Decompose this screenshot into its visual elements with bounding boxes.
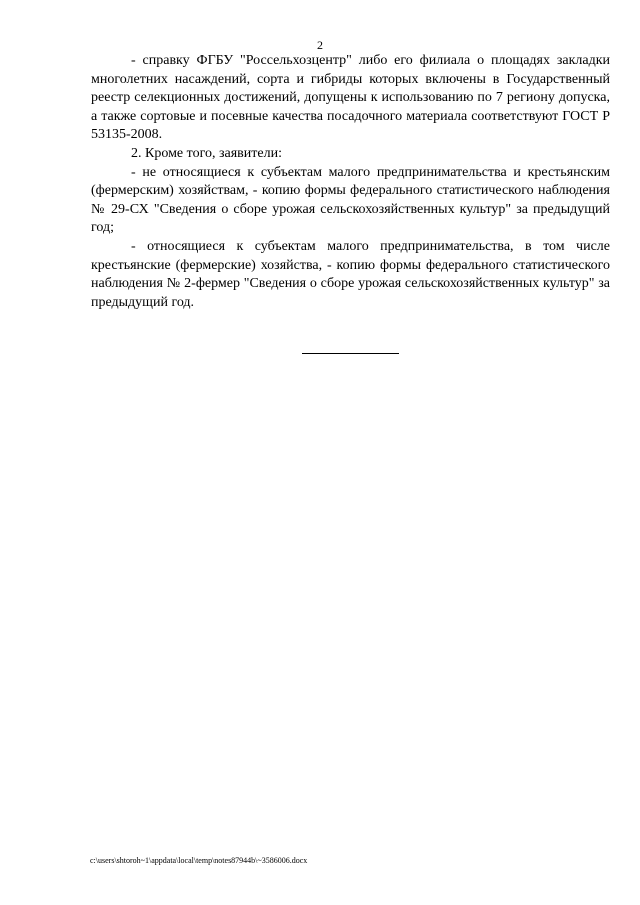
- document-body: [91, 52, 610, 312]
- paragraph-non-small-business: - не относящиеся к субъектам малого предпринимательства и крестьянским (фермерским) хозяйствам, - копию формы федерального статистического наблюдения № 29-СХ "Сведения о сборе урожая сельскохозяйственных культур" за предыдущий год;: [91, 164, 610, 236]
- end-of-text-rule: [302, 353, 399, 354]
- paragraph-certificate: - справку ФГБУ "Россельхозцентр" либо его филиала о площадях закладки многолетних насаждений, сорта и гибриды которых включены в Государственный реестр селекционных достижений, допущены к использованию по 7 региону допуска, а также сортовые и посевные качества посадочного материала соответствуют ГОСТ Р 53135-2008.: [91, 53, 610, 143]
- footer-file-path: c:\users\shtoroh~1\appdata\local\temp\notes87944b\~3586006.docx: [90, 856, 308, 865]
- paragraph-small-business: - относящиеся к субъектам малого предпринимательства, в том числе крестьянские (фермерские) хозяйства, - копию формы федерального статистического наблюдения № 2-фермер "Сведения о сборе урожая сельскохозяйственных культур" за предыдущий год.: [91, 238, 610, 310]
- page-number: 2: [317, 38, 323, 52]
- paragraph-applicants-intro: 2. Кроме того, заявители:: [131, 145, 282, 161]
